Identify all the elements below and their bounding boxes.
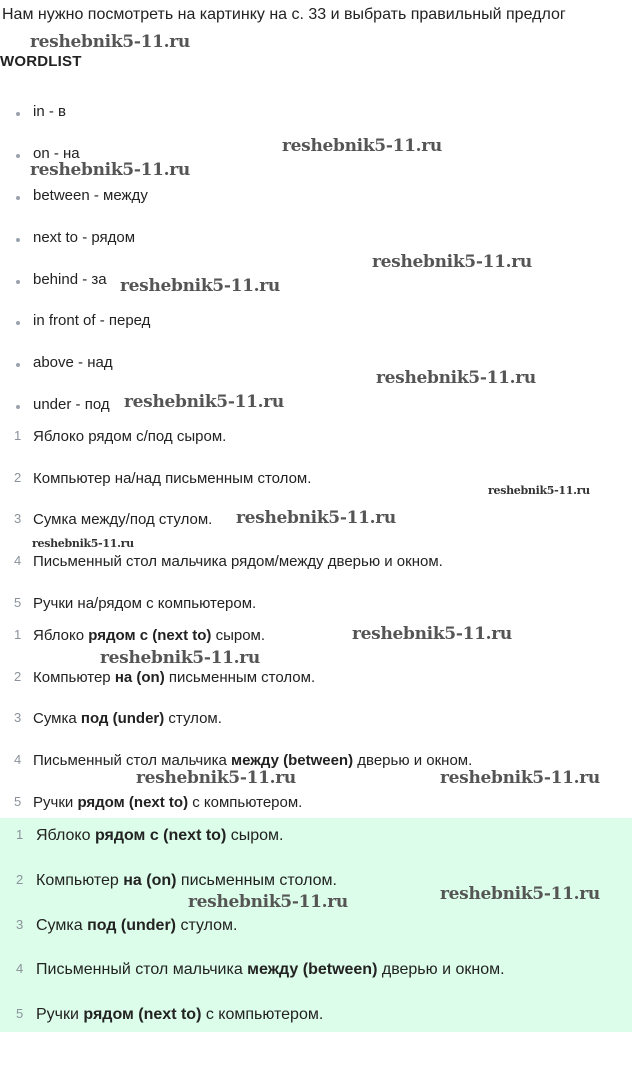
answer-preposition: рядом (next to) [77, 794, 189, 811]
watermark: reshebnik5-11.ru [352, 624, 512, 644]
bullet-icon [16, 321, 20, 325]
watermark: reshebnik5-11.ru [124, 392, 284, 412]
wordlist-item-text: next to - рядом [33, 229, 136, 246]
watermark: reshebnik5-11.ru [100, 648, 260, 668]
answer-preposition: под (under) [87, 917, 177, 934]
item-number: 4 [14, 553, 22, 568]
watermark: reshebnik5-11.ru [136, 768, 296, 788]
answer-text: Ручки рядом (next to) с компьютером. [36, 1006, 324, 1023]
answer-preposition: между (between) [247, 961, 378, 978]
wordlist-item-text: under - под [33, 396, 110, 413]
wordlist-item-text: on - на [33, 145, 80, 162]
answer-text: Компьютер на (on) письменным столом. [33, 669, 316, 686]
item-number: 1 [16, 827, 24, 842]
bullet-icon [16, 112, 20, 116]
task-text: Сумка между/под стулом. [33, 511, 213, 528]
watermark: reshebnik5-11.ru [488, 484, 590, 497]
watermark: reshebnik5-11.ru [188, 892, 348, 912]
wordlist-item-text: above - над [33, 354, 113, 371]
task-text: Ручки на/рядом с компьютером. [33, 595, 257, 612]
answer-text: Яблоко рядом с (next to) сыром. [36, 827, 284, 844]
answer-highlight-box [0, 818, 632, 1032]
wordlist-item-text: between - между [33, 187, 148, 204]
task-text: Письменный стол мальчика рядом/между дверью и окном. [33, 553, 443, 570]
item-number: 5 [16, 1006, 24, 1021]
bullet-icon [16, 196, 20, 200]
answer-text: Сумка под (under) стулом. [33, 710, 222, 727]
item-number: 3 [16, 917, 24, 932]
answer-preposition: на (on) [123, 872, 177, 889]
answer-text: Письменный стол мальчика между (between) дверью и окном. [33, 752, 473, 769]
item-number: 5 [14, 595, 22, 610]
item-number: 1 [14, 627, 22, 642]
answer-preposition: между (between) [230, 752, 354, 769]
wordlist-item-text: in - в [33, 103, 66, 120]
item-number: 5 [14, 794, 22, 809]
intro-text: Нам нужно посмотреть на картинку на с. 33 и выбрать правильный предлог [2, 6, 566, 23]
watermark: reshebnik5-11.ru [236, 508, 396, 528]
answer-preposition: рядом с (next to) [94, 827, 227, 844]
item-number: 4 [14, 752, 22, 767]
task-text: Яблоко рядом с/под сыром. [33, 428, 227, 445]
bullet-icon [16, 280, 20, 284]
wordlist-item-text: behind - за [33, 271, 107, 288]
item-number: 2 [16, 872, 24, 887]
item-number: 1 [14, 428, 22, 443]
answer-preposition: под (under) [80, 710, 165, 727]
answer-text: Ручки рядом (next to) с компьютером. [33, 794, 303, 811]
watermark: reshebnik5-11.ru [30, 160, 190, 180]
answer-text: Письменный стол мальчика между (between) дверью и окном. [36, 961, 505, 978]
watermark: reshebnik5-11.ru [282, 136, 442, 156]
wordlist-heading: WORDLIST [0, 53, 82, 70]
answer-text: Сумка под (under) стулом. [36, 917, 238, 934]
item-number: 4 [16, 961, 24, 976]
answer-preposition: рядом с (next to) [88, 627, 212, 644]
bullet-icon [16, 154, 20, 158]
answer-text: Компьютер на (on) письменным столом. [36, 872, 337, 889]
watermark: reshebnik5-11.ru [440, 768, 600, 788]
task-text: Компьютер на/над письменным столом. [33, 470, 312, 487]
watermark: reshebnik5-11.ru [372, 252, 532, 272]
bullet-icon [16, 363, 20, 367]
bullet-icon [16, 405, 20, 409]
watermark: reshebnik5-11.ru [30, 32, 190, 52]
item-number: 2 [14, 470, 22, 485]
item-number: 2 [14, 669, 22, 684]
answer-preposition: рядом (next to) [83, 1006, 202, 1023]
answer-preposition: на (on) [114, 669, 165, 686]
watermark: reshebnik5-11.ru [376, 368, 536, 388]
item-number: 3 [14, 511, 22, 526]
watermark: reshebnik5-11.ru [120, 276, 280, 296]
item-number: 3 [14, 710, 22, 725]
watermark: reshebnik5-11.ru [440, 884, 600, 904]
bullet-icon [16, 238, 20, 242]
wordlist-item-text: in front of - перед [33, 312, 151, 329]
watermark: reshebnik5-11.ru [32, 537, 134, 550]
answer-text: Яблоко рядом с (next to) сыром. [33, 627, 266, 644]
